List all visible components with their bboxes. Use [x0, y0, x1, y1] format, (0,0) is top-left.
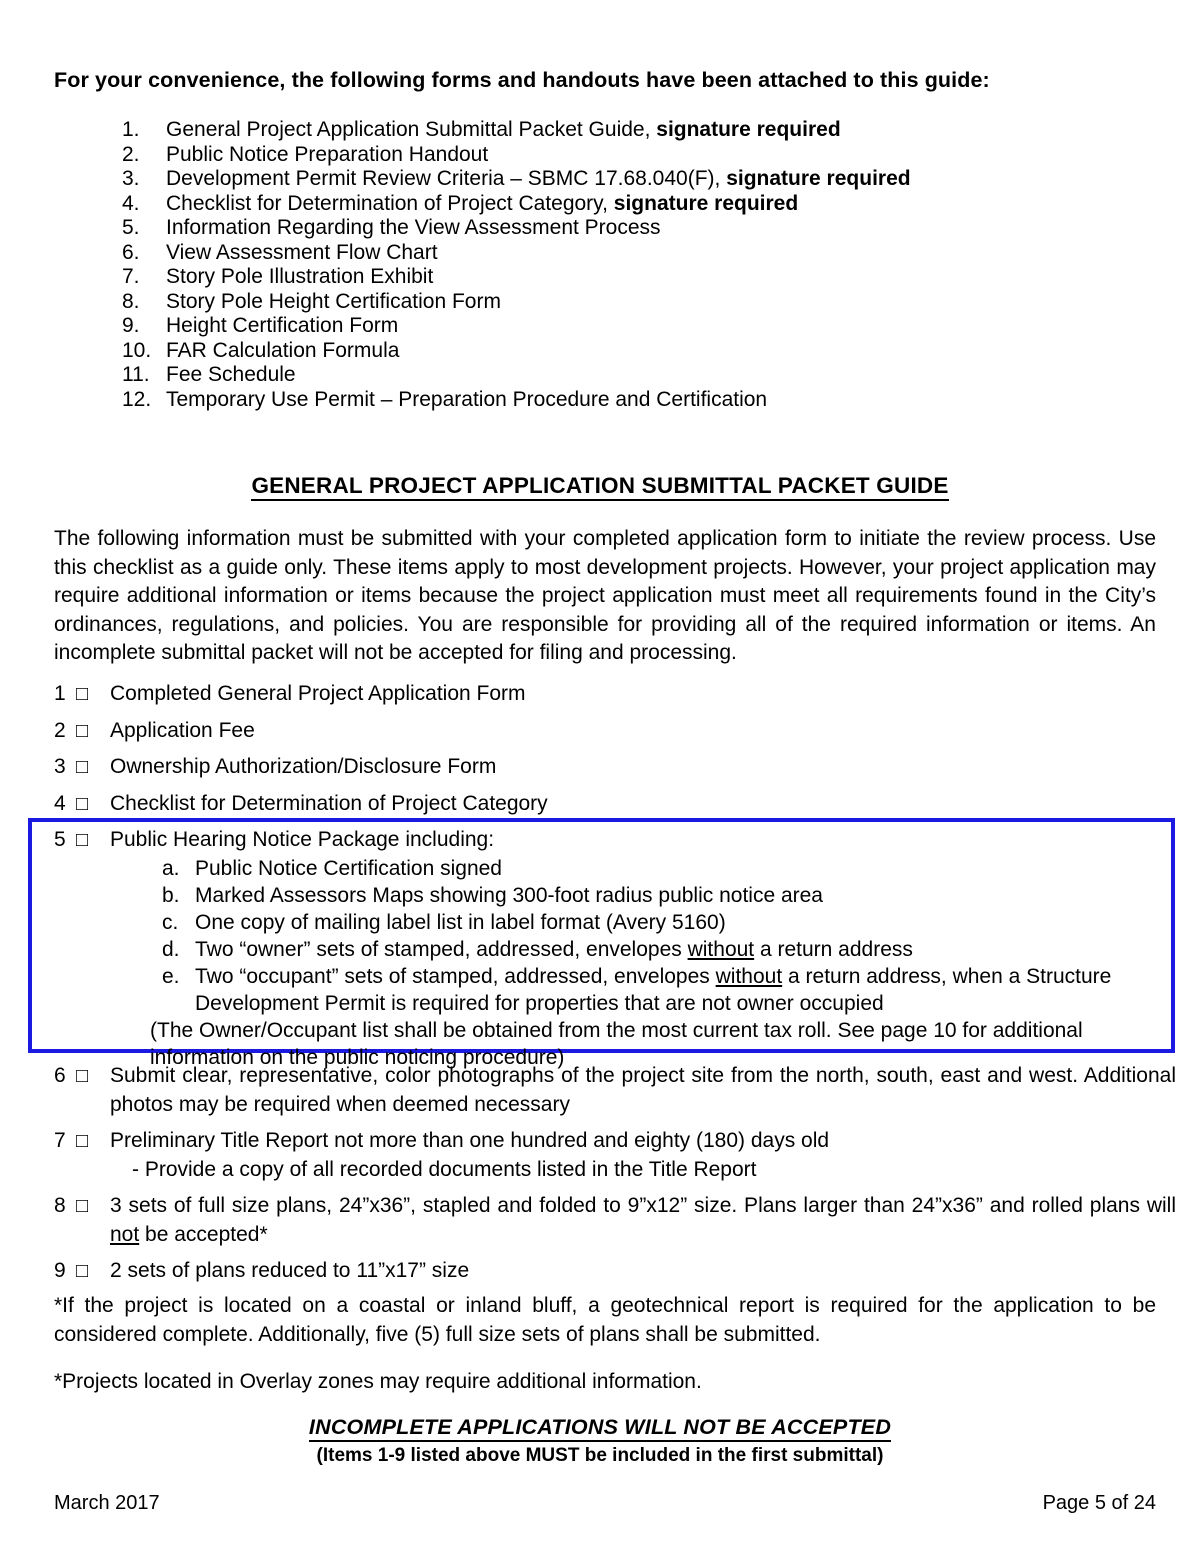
list-item-label: Temporary Use Permit – Preparation Procedure and Certification: [166, 387, 768, 411]
list-item-label: Checklist for Determination of Project Category, signature required: [166, 191, 799, 215]
checklist-row-number: 5: [54, 828, 66, 851]
list-item-label: Fee Schedule: [166, 363, 296, 386]
list-item-label: FAR Calculation Formula: [166, 338, 400, 362]
checklist-row-label: Checklist for Determination of Project Category: [110, 791, 548, 815]
checklist-row-label: Submit clear, representative, color photographs of the project site from the north, south, east and west. Additional photos may be required when deemed necessary: [110, 1064, 1176, 1116]
sub-list-item-letter: a.: [162, 856, 180, 880]
list-item-number: 9.: [122, 314, 140, 337]
checkbox-icon[interactable]: □: [76, 719, 89, 742]
list-item-number: 10.: [122, 338, 152, 362]
list-item-number: 5.: [122, 216, 140, 239]
attachments-heading: For your convenience, the following forms and handouts have been attached to this guide:: [54, 68, 990, 92]
checklist-row: [54, 826, 1164, 855]
checklist-row-number: 4: [54, 791, 66, 815]
list-item: [122, 241, 1122, 266]
list-item-label: Public Notice Preparation Handout: [166, 142, 489, 166]
emphasis-underline: without: [687, 937, 755, 961]
closing-subline: (Items 1-9 listed above MUST be included in the first submittal): [316, 1445, 884, 1466]
checklist-row-number: 3: [54, 755, 66, 778]
signature-required-note: signature required: [726, 167, 911, 190]
page-title: [0, 473, 1200, 499]
list-item: [122, 363, 1122, 388]
checklist-row-label: 3 sets of full size plans, 24”x36”, stapled and folded to 9”x12” size. Plans larger than 24”x36” and rolled plans will not be accepted*: [110, 1194, 1176, 1246]
sub-list-item-letter: b.: [162, 883, 180, 907]
checklist-row: [54, 1062, 1176, 1119]
list-item-label: Story Pole Illustration Exhibit: [166, 265, 434, 288]
checklist-row: [54, 1192, 1176, 1249]
list-item-label: Story Pole Height Certification Form: [166, 289, 501, 313]
attachments-list: [122, 118, 1122, 412]
checkbox-icon[interactable]: □: [76, 683, 89, 705]
checklist-top: [54, 680, 1176, 826]
checklist-row-label: Public Hearing Notice Package including:: [110, 828, 495, 851]
list-item-number: 3.: [122, 167, 140, 190]
footnote-overlay: *Projects located in Overlay zones may require additional information.: [54, 1370, 702, 1393]
checkbox-icon[interactable]: □: [76, 756, 89, 778]
list-item-label: General Project Application Submittal Packet Guide, signature required: [166, 118, 841, 141]
list-item-number: 8.: [122, 289, 140, 313]
sub-list-item-letter: e.: [162, 964, 180, 988]
sub-list-item-label: Marked Assessors Maps showing 300-foot radius public notice area: [195, 883, 823, 907]
footer-page-number: Page 5 of 24: [1042, 1492, 1156, 1514]
sub-list-item-letter: c.: [162, 910, 179, 934]
list-item: [122, 314, 1122, 339]
checklist-row-number: 6: [54, 1064, 66, 1087]
signature-required-note: signature required: [656, 118, 841, 141]
list-item: [122, 339, 1122, 364]
checklist-row: [54, 717, 1176, 746]
list-item: [122, 265, 1122, 290]
footer-date: March 2017: [54, 1492, 160, 1514]
sub-list-item-label: Two “owner” sets of stamped, addressed, envelopes without a return address: [195, 937, 913, 961]
sub-item-list: [162, 855, 1162, 1017]
emphasis-underline: not: [110, 1222, 140, 1246]
checkbox-icon[interactable]: □: [76, 1130, 89, 1152]
sub-list-item-letter: d.: [162, 937, 180, 961]
checklist-row-number: 7: [54, 1129, 66, 1152]
list-item: [122, 118, 1122, 143]
page-footer: [54, 1492, 1156, 1515]
page-title-text: GENERAL PROJECT APPLICATION SUBMITTAL PACKET GUIDE: [251, 473, 948, 501]
checkbox-icon[interactable]: □: [76, 1065, 89, 1087]
closing-headline: [0, 1415, 1200, 1440]
sub-list-item-label: One copy of mailing label list in label format (Avery 5160): [195, 910, 726, 934]
highlight-box-content: [54, 826, 1164, 1071]
checklist-row-label: Preliminary Title Report not more than one hundred and eighty (180) days old - Provide a copy of all recorded documents listed in the Title Report: [110, 1127, 1176, 1184]
sub-list-item: [162, 855, 1162, 882]
list-item: [122, 290, 1122, 315]
checklist-row: [54, 790, 1176, 819]
list-item-number: 11.: [122, 363, 150, 386]
checklist-row-number: 9: [54, 1259, 66, 1282]
checklist-bottom: [54, 1062, 1176, 1294]
sub-list-item: [162, 909, 1162, 936]
checklist-row: [54, 753, 1176, 782]
checklist-row: [54, 1257, 1176, 1286]
checklist-row-label: Ownership Authorization/Disclosure Form: [110, 755, 497, 778]
list-item: [122, 167, 1122, 192]
list-item-number: 6.: [122, 240, 140, 264]
list-item: [122, 192, 1122, 217]
list-item: [122, 143, 1122, 168]
checkbox-icon[interactable]: □: [76, 792, 89, 815]
checklist-row: [54, 680, 1176, 709]
checklist-row-number: 8: [54, 1194, 66, 1217]
list-item-label: View Assessment Flow Chart: [166, 240, 438, 264]
sub-list-item-label: Two “occupant” sets of stamped, addressed, envelopes without a return address, when a Structure Development Permit is required for properties that are not owner occupied: [195, 964, 1112, 1015]
checklist-row-label: Completed General Project Application Form: [110, 682, 526, 705]
sub-list-item: [162, 963, 1162, 1017]
footnote-bluff: *If the project is located on a coastal or inland bluff, a geotechnical report is required for the application to be considered complete. Additionally, five (5) full size sets of plans shall be submitted.: [54, 1294, 1156, 1346]
list-item-label: Information Regarding the View Assessment Process: [166, 216, 661, 239]
checklist-row-number: 2: [54, 718, 66, 742]
intro-paragraph: The following information must be submitted with your completed application form to initiate the review process. Use this checklist as a guide only. These items apply to most development projects. However, your project application may require additional information or items because the project application must meet all requirements found in the City’s ordinances, regulations, and policies. You are responsible for providing all of the required information or items. An incomplete submittal packet will not be accepted for filing and processing.: [54, 527, 1156, 664]
sub-list-item: [162, 882, 1162, 909]
list-item: [122, 388, 1122, 413]
checklist-row-number: 1: [54, 682, 66, 705]
signature-required-note: signature required: [613, 191, 799, 215]
checkbox-icon[interactable]: □: [76, 1195, 89, 1217]
highlight-box-note: (The Owner/Occupant list shall be obtained from the most current tax roll. See page 10 for additional information on the public noticing procedure): [150, 1018, 1083, 1069]
list-item-number: 12.: [122, 387, 152, 411]
list-item-number: 1.: [122, 118, 140, 141]
list-item-number: 7.: [122, 265, 140, 288]
closing-headline-text: INCOMPLETE APPLICATIONS WILL NOT BE ACCEPTED: [309, 1415, 891, 1442]
checklist-row-label: Application Fee: [110, 718, 255, 742]
checklist-row-label: 2 sets of plans reduced to 11”x17” size: [110, 1259, 470, 1282]
sub-list-item-label: Public Notice Certification signed: [195, 856, 502, 880]
list-item: [122, 216, 1122, 241]
checklist-subnote: - Provide a copy of all recorded documents listed in the Title Report: [132, 1157, 757, 1181]
checkbox-icon[interactable]: □: [76, 829, 89, 851]
list-item-label: Height Certification Form: [166, 314, 399, 337]
list-item-number: 2.: [122, 142, 140, 166]
list-item-number: 4.: [122, 191, 140, 215]
checkbox-icon[interactable]: □: [76, 1260, 89, 1282]
sub-list-item: [162, 936, 1162, 963]
closing-block: [0, 1415, 1200, 1467]
checklist-row: [54, 1127, 1176, 1184]
emphasis-underline: without: [715, 964, 783, 988]
list-item-label: Development Permit Review Criteria – SBMC 17.68.040(F), signature required: [166, 167, 911, 190]
